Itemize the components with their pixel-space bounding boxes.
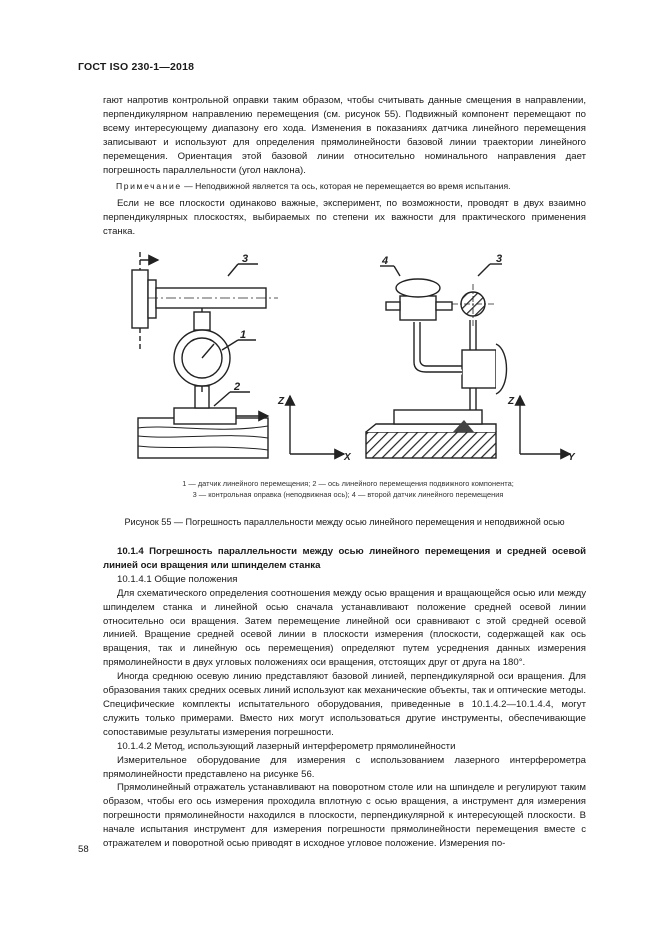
figure-legend: [118, 479, 578, 500]
paragraph-4: Иногда среднюю осевую линию представляют базовой линией, перпендикулярной оси вращения. Для образования таких средних осевых линий используют как механические объекты, так и оптические методы. Специфические комплекты испытательного оборудования, приведенные в 10.1.4.2—10.1.4.4, могут служить только примерами. Вместо них могут использоваться другие инструменты, обеспечивающие сопоставимые результаты измерения погрешности.: [103, 671, 586, 738]
document-header: ГОСТ ISO 230-1—2018: [78, 61, 195, 73]
gauge-4-body: [462, 350, 496, 388]
legend-line-2: 3 — контрольная оправка (неподвижная ось); 4 — второй датчик линейного перемещения: [192, 489, 504, 499]
carriage: [174, 408, 236, 424]
paragraph-6: Прямолинейный отражатель устанавливают на поворотном столе или на шпинделе и регулируют таким образом, чтобы его ось измерения проходила вплотную с осью вращения, а инструмент для измерения погрешности прямолинейности находился в плоскости, перпендикулярной к интересующей плоскости. В начале испытания инструмент для измерения погрешности прямолинейности перемещения вместе с отражателем и поворотной осью приводят в исходное угловое положение. Измерения по-: [103, 782, 586, 850]
axis-z-right: Z: [508, 396, 515, 407]
axis-z-left: Z: [278, 396, 285, 407]
intro-paragraph-2: [103, 197, 586, 239]
gauge-4-head: [400, 296, 436, 320]
legend-line-1: 1 — датчик линейного перемещения; 2 — ось линейного перемещения подвижного компонента;: [182, 479, 514, 488]
axis-x: X: [344, 452, 351, 463]
left-view: [132, 252, 278, 458]
axes-zx: [290, 396, 344, 454]
label-1: 1: [240, 329, 247, 341]
paragraph-2: Если не все плоскости одинаково важные, эксперимент, по возможности, проводят в двух взаимно перпендикулярных плоскостях, выбираемых по степени их важности для практического применения станка.: [103, 198, 586, 237]
axis-y: Y: [568, 452, 575, 463]
right-carriage: [394, 410, 482, 424]
spindle-chuck: [132, 270, 148, 328]
paragraph-1: гают напротив контрольной оправки таким образом, чтобы считывать данные смещения в направлении, перпендикулярном направлению перемещения (см. рисунок 55). Подвижный компонент перемещают по всему интересующему диапазону его хода. Изменения в показаниях датчика линейного перемещения записывают и используют для определения прямолинейности базовой линии траектории линейного перемещения. Ориентация этой базовой линии относительно номинального направления дает погрешность параллельности (угол наклона).: [103, 95, 586, 176]
figure-55: [118, 246, 578, 471]
label-2: 2: [234, 381, 241, 393]
section-10-1-4: [103, 545, 586, 851]
right-base-bed: [366, 432, 496, 458]
note-text: — Неподвижной является та ось, которая не перемещается во время испытания.: [181, 181, 511, 191]
note-label: Примечание: [116, 181, 182, 191]
page-number: 58: [78, 844, 89, 855]
note: [116, 180, 586, 192]
right-view: [366, 264, 507, 458]
paragraph-3: Для схематического определения соотношения между осью вращения и вращающейся осью или между шпинделем станка и линейной осью сначала устанавливают положение средней осевой линии относительно оси вращения. Затем перемещение линейной оси сравнивают с этой средней осевой линией. Вращение средней осевой линии в плоскости измерения (плоскости, содержащей как ось вращения, так и линейную ось перемещения) определяют путем усреднения данных измерения прямолинейности в двух угловых положениях оси вращения, отстоящих друг от друга на 180°.: [103, 587, 586, 669]
label-3-right: 3: [496, 253, 503, 265]
paragraph-5: Измерительное оборудование для измерения с использованием лазерного интерферометра прямолинейности представлено на рисунке 56.: [103, 754, 586, 780]
axes-zy: [520, 396, 570, 454]
subsection-10-1-4-2: 10.1.4.2 Метод, использующий лазерный интерферометр прямолинейности: [117, 740, 456, 752]
section-heading: 10.1.4 Погрешность параллельности между осью линейного перемещения и средней осевой линией оси вращения или шпинделем станка: [103, 546, 586, 571]
label-4: 4: [382, 255, 389, 267]
figure-caption: Рисунок 55 — Погрешность параллельности между осью линейного перемещения и неподвижной осью: [124, 517, 565, 527]
intro-paragraph: [103, 94, 586, 177]
subsection-10-1-4-1: 10.1.4.1 Общие положения: [117, 573, 238, 585]
label-3: 3: [242, 253, 249, 265]
